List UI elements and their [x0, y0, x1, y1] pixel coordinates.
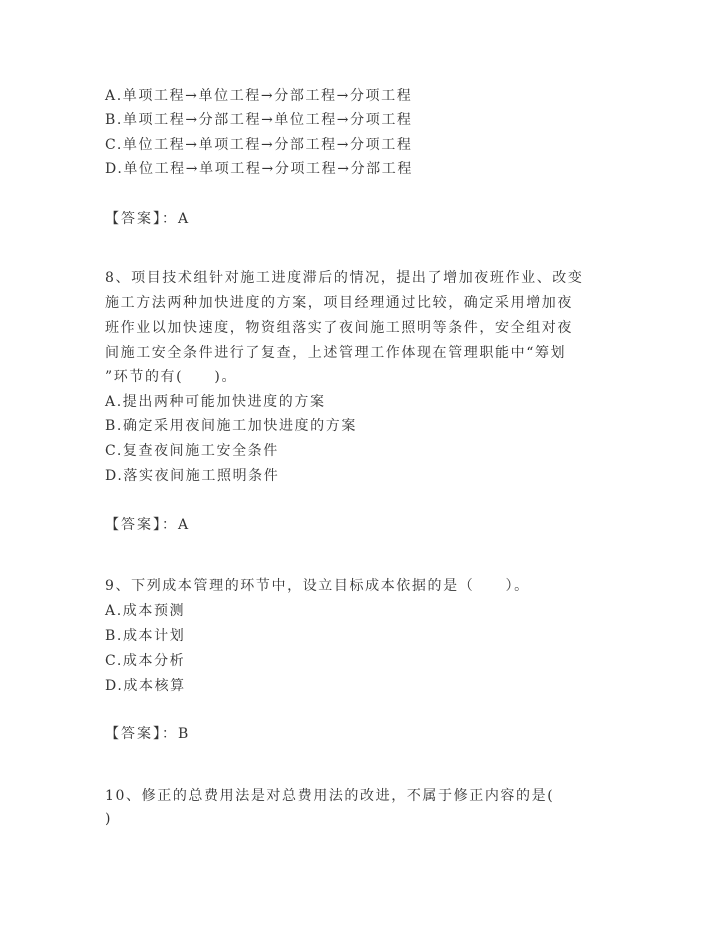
q9-option-c: C.成本分析	[105, 653, 186, 669]
q9-option-d: D.成本核算	[105, 678, 186, 694]
q8-stem-line-2: 施工方法两种加快进度的方案，项目经理通过比较，确定采用增加夜	[105, 295, 573, 311]
q10-stem-line-1: 10、修正的总费用法是对总费用法的改进，不属于修正内容的是(	[105, 788, 555, 804]
q7-option-b: B.单项工程→分部工程→单位工程→分项工程	[105, 112, 413, 128]
q8-option-d: D.落实夜间施工照明条件	[105, 468, 280, 484]
q7-answer: 【答案】：A	[105, 211, 191, 227]
q8-option-c: C.复查夜间施工安全条件	[105, 443, 279, 459]
q7-option-a: A.单项工程→单位工程→分部工程→分项工程	[105, 88, 413, 104]
q9-option-b: B.成本计划	[105, 628, 186, 644]
q8-stem-line-3: 班作业以加快速度，物资组落实了夜间施工照明等条件，安全组对夜	[105, 320, 573, 336]
q9-stem: 9、下列成本管理的环节中，设立目标成本依据的是（ ）。	[105, 578, 530, 594]
q8-stem-line-5: ”环节的有( )。	[105, 369, 238, 385]
q7-option-c: C.单位工程→单项工程→分部工程→分项工程	[105, 137, 413, 153]
q8-stem-line-4: 间施工安全条件进行了复查，上述管理工作体现在管理职能中“筹划	[105, 345, 567, 361]
q8-answer: 【答案】：A	[105, 517, 191, 533]
q7-option-d: D.单位工程→单项工程→分项工程→分部工程	[105, 161, 413, 177]
q10-stem-line-2: )	[105, 811, 113, 827]
q8-option-a: A.提出两种可能加快进度的方案	[105, 394, 326, 410]
q9-option-a: A.成本预测	[105, 603, 186, 619]
q8-option-b: B.确定采用夜间施工加快进度的方案	[105, 418, 357, 434]
q8-stem-line-1: 8、项目技术组针对施工进度滞后的情况，提出了增加夜班作业、改变	[105, 270, 584, 286]
q9-answer: 【答案】：B	[105, 726, 191, 742]
